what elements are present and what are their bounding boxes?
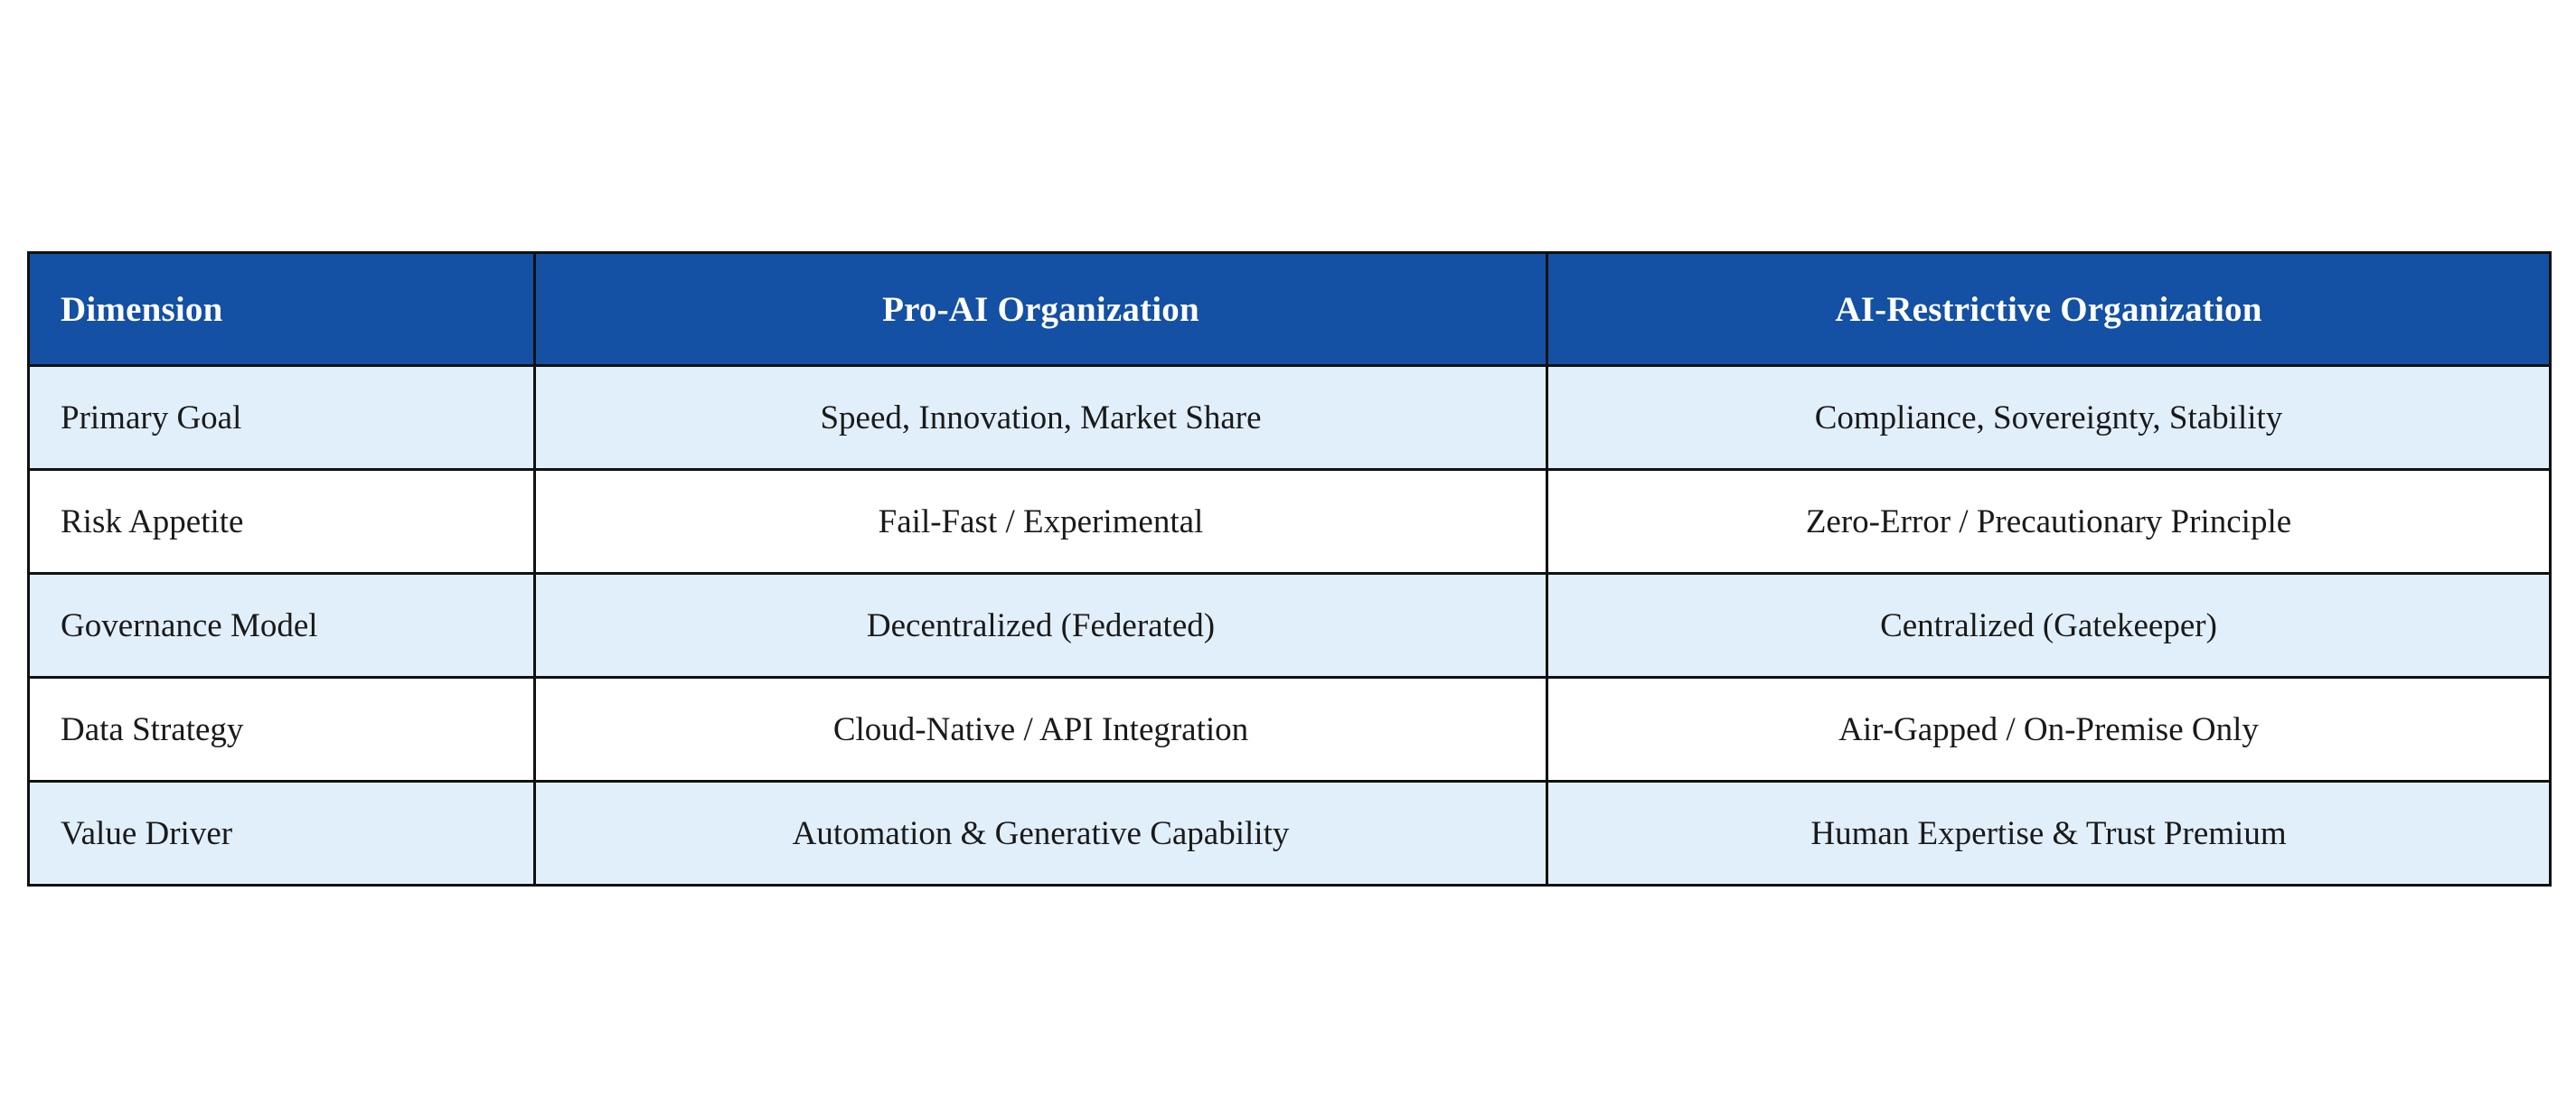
cell-dimension: Governance Model [29, 574, 535, 678]
table-header [29, 253, 2551, 366]
table-row [29, 574, 2551, 678]
cell-dimension: Value Driver [29, 782, 535, 886]
cell-ai-restrictive: Zero-Error / Precautionary Principle [1547, 470, 2551, 574]
cell-dimension: Primary Goal [29, 366, 535, 470]
table-row [29, 470, 2551, 574]
cell-ai-restrictive: Compliance, Sovereignty, Stability [1547, 366, 2551, 470]
table-row [29, 678, 2551, 782]
cell-pro-ai: Automation & Generative Capability [535, 782, 1547, 886]
cell-pro-ai: Fail-Fast / Experimental [535, 470, 1547, 574]
cell-pro-ai: Decentralized (Federated) [535, 574, 1547, 678]
column-header-ai-restrictive: AI-Restrictive Organization [1547, 253, 2551, 366]
column-header-dimension: Dimension [29, 253, 535, 366]
table-row [29, 366, 2551, 470]
comparison-table [27, 251, 2552, 887]
table-row [29, 782, 2551, 886]
column-header-pro-ai: Pro-AI Organization [535, 253, 1547, 366]
cell-dimension: Risk Appetite [29, 470, 535, 574]
comparison-table-container [27, 251, 2549, 887]
cell-ai-restrictive: Centralized (Gatekeeper) [1547, 574, 2551, 678]
cell-ai-restrictive: Air-Gapped / On-Premise Only [1547, 678, 2551, 782]
cell-pro-ai: Speed, Innovation, Market Share [535, 366, 1547, 470]
table-body [29, 366, 2551, 886]
cell-dimension: Data Strategy [29, 678, 535, 782]
cell-ai-restrictive: Human Expertise & Trust Premium [1547, 782, 2551, 886]
table-header-row [29, 253, 2551, 366]
cell-pro-ai: Cloud-Native / API Integration [535, 678, 1547, 782]
